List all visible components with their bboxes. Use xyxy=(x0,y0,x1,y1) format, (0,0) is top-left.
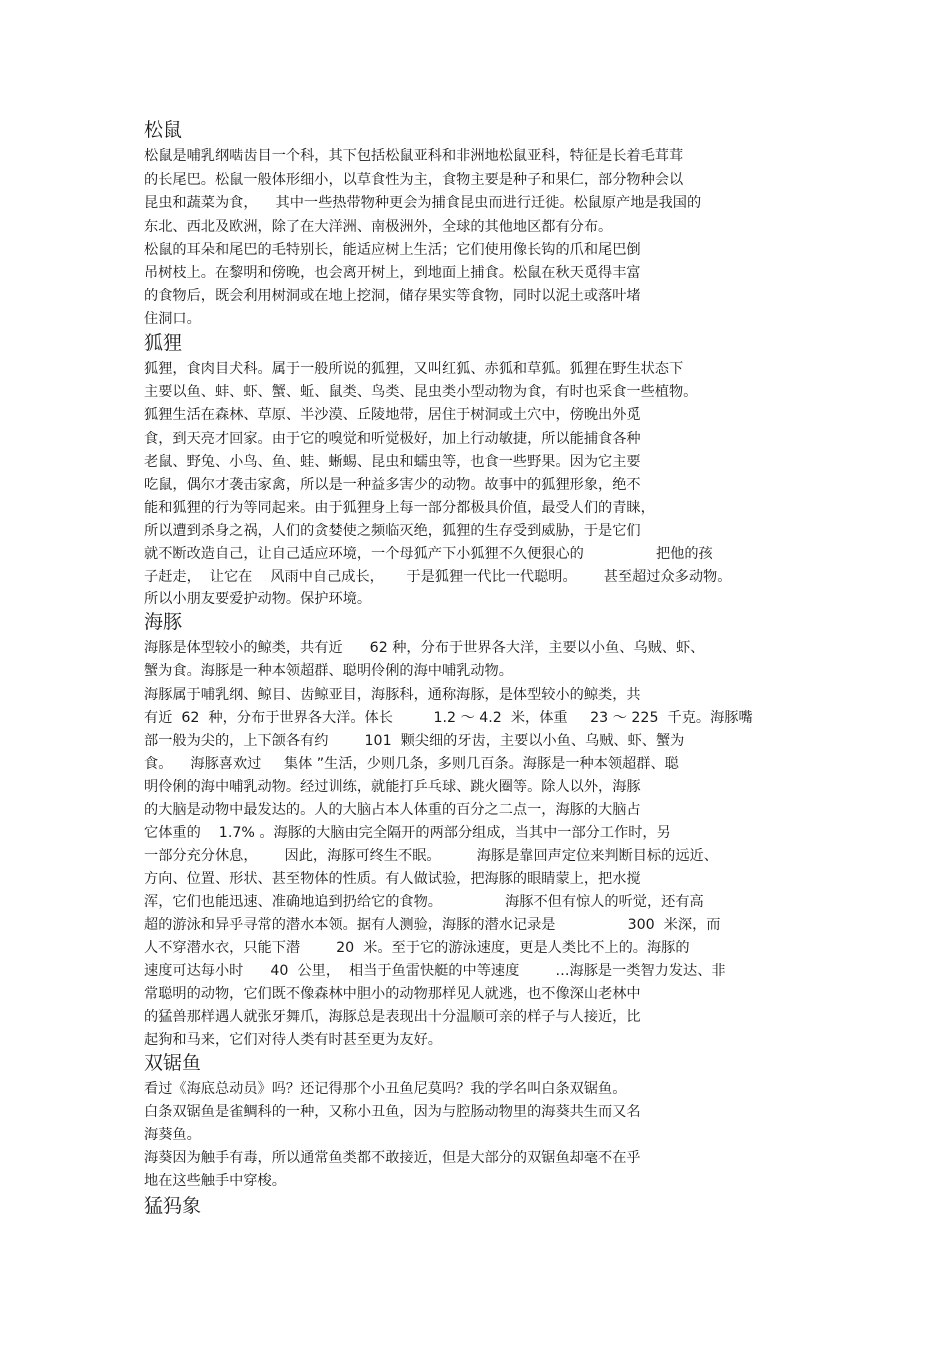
text-line: 东北、西北及欧洲，除了在大洋洲、南极洲外，全球的其他地区都有分布。 xyxy=(144,219,613,235)
text-line: 松鼠是哺乳纲啮齿目一个科，其下包括松鼠亚科和非洲地松鼠亚科，特征是长着毛茸茸 xyxy=(144,148,684,164)
text-line: 狐狸，食肉目犬科。属于一般所说的狐狸，又叫红狐、赤狐和草狐。狐狸在野生状态下 xyxy=(144,361,684,377)
text-line: 它体重的 1.7% 。海豚的大脑由完全隔开的两部分组成，当其中一部分工作时，另 xyxy=(144,825,671,841)
text-line: 能和狐狸的行为等同起来。由于狐狸身上每一部分都极具价值，最受人们的青睐， xyxy=(144,500,655,516)
text-line: 老鼠、野兔、小鸟、鱼、蛙、蜥蜴、昆虫和蠕虫等，也食一些野果。因为它主要 xyxy=(144,454,641,470)
text-line: 的大脑是动物中最发达的。人的大脑占本人体重的百分之二点一，海豚的大脑占 xyxy=(144,802,641,818)
text-line: 就不断改造自己，让自己适应环境，一个母狐产下小狐狸不久便狠心的 把他的孩 xyxy=(144,546,713,562)
text-line: 子赶走， 让它在 风雨中自己成长， 于是狐狸一代比一代聪明。 甚至超过众多动物。 xyxy=(144,569,732,585)
section-title-dolphin: 海豚 xyxy=(144,611,183,633)
text-line: 松鼠的耳朵和尾巴的毛特别长，能适应树上生活；它们使用像长钩的爪和尾巴倒 xyxy=(144,242,641,258)
text-line: 的食物后，既会利用树洞或在地上挖洞，储存果实等食物，同时以泥土或落叶堵 xyxy=(144,288,641,304)
text-line: 食。 海豚喜欢过 集体 ”生活，少则几条，多则几百条。海豚是一种本领超群、聪 xyxy=(144,756,679,772)
text-line: 常聪明的动物，它们既不像森林中胆小的动物那样见人就逃，也不像深山老林中 xyxy=(144,986,641,1002)
text-line: 地在这些触手中穿梭。 xyxy=(144,1173,286,1189)
text-line: 主要以鱼、蚌、虾、蟹、蚯、鼠类、鸟类、昆虫类小型动物为食，有时也采食一些植物。 xyxy=(144,384,698,400)
text-line: 看过《海底总动员》吗？还记得那个小丑鱼尼莫吗？我的学名叫白条双锯鱼。 xyxy=(144,1081,627,1097)
text-line: 昆虫和蔬菜为食， 其中一些热带物种更会为捕食昆虫而进行迁徙。松鼠原产地是我国的 xyxy=(144,195,702,211)
text-line: 白条双锯鱼是雀鲷科的一种，又称小丑鱼，因为与腔肠动物里的海葵共生而又名 xyxy=(144,1104,641,1120)
text-line: 蟹为食。海豚是一种本领超群、聪明伶俐的海中哺乳动物。 xyxy=(144,663,513,679)
text-line: 吃鼠，偶尔才袭击家禽，所以是一种益多害少的动物。故事中的狐狸形象，绝不 xyxy=(144,477,641,493)
text-line: 海豚是体型较小的鲸类，共有近 62 种，分布于世界各大洋，主要以小鱼、乌贼、虾、 xyxy=(144,640,705,656)
text-line: 的长尾巴。松鼠一般体形细小，以草食性为主，食物主要是种子和果仁，部分物种会以 xyxy=(144,172,684,188)
text-line: 住洞口。 xyxy=(144,311,201,327)
text-line: 的猛兽那样遇人就张牙舞爪，海豚总是表现出十分温顺可亲的样子与人接近，比 xyxy=(144,1009,641,1025)
section-title-squirrel: 松鼠 xyxy=(144,119,183,141)
text-line: 海葵因为触手有毒，所以通常鱼类都不敢接近，但是大部分的双锯鱼却毫不在乎 xyxy=(144,1150,641,1166)
text-line: 有近 62 种，分布于世界各大洋。体长 1.2 ～ 4.2 米，体重 23 ～ 225 千克。海豚嘴 xyxy=(144,710,753,726)
section-title-mammoth: 猛犸象 xyxy=(144,1195,202,1217)
text-line: 速度可达每小时 40 公里， 相当于鱼雷快艇的中等速度 …海豚是一类智力发达、非 xyxy=(144,963,726,979)
text-line: 部一般为尖的，上下颌各有约 101 颗尖细的牙齿，主要以小鱼、乌贼、虾、蟹为 xyxy=(144,733,721,749)
text-line: 浑，它们也能迅速、准确地追到扔给它的食物。 海豚不但有惊人的听觉，还有高 xyxy=(144,894,704,910)
text-line: 起狗和马来，它们对待人类有时甚至更为友好。 xyxy=(144,1032,442,1048)
text-line: 狐狸生活在森林、草原、半沙漠、丘陵地带，居住于树洞或土穴中，傍晚出外觅 xyxy=(144,407,641,423)
text-line: 食，到天亮才回家。由于它的嗅觉和听觉极好，加上行动敏捷，所以能捕食各种 xyxy=(144,431,641,447)
section-title-clownfish: 双锯鱼 xyxy=(144,1052,202,1074)
text-line: 超的游泳和异乎寻常的潜水本领。据有人测验，海豚的潜水记录是 300 米深，而 xyxy=(144,917,721,933)
text-line: 海葵鱼。 xyxy=(144,1127,201,1143)
text-line: 明伶俐的海中哺乳动物。经过训练，就能打乒乓球、跳火圈等。除人以外，海豚 xyxy=(144,779,641,795)
text-line: 所以遭到杀身之祸，人们的贪婪使之频临灭绝，狐狸的生存受到威胁，于是它们 xyxy=(144,523,641,539)
text-line: 人不穿潜水衣，只能下潜 20 米。至于它的游泳速度，更是人类比不上的。海豚的 xyxy=(144,940,690,956)
text-line: 一部分充分休息， 因此，海豚可终生不眠。 海豚是靠回声定位来判断目标的远近、 xyxy=(144,848,718,864)
text-line: 海豚属于哺乳纲、鲸目、齿鲸亚目，海豚科，通称海豚，是体型较小的鲸类，共 xyxy=(144,687,641,703)
text-line: 所以小朋友要爱护动物。保护环境。 xyxy=(144,591,372,607)
section-title-fox: 狐狸 xyxy=(144,332,183,354)
text-line: 吊树枝上。在黎明和傍晚，也会离开树上，到地面上捕食。松鼠在秋天觅得丰富 xyxy=(144,265,641,281)
text-line: 方向、位置、形状、甚至物体的性质。有人做试验，把海豚的眼睛蒙上，把水搅 xyxy=(144,871,641,887)
